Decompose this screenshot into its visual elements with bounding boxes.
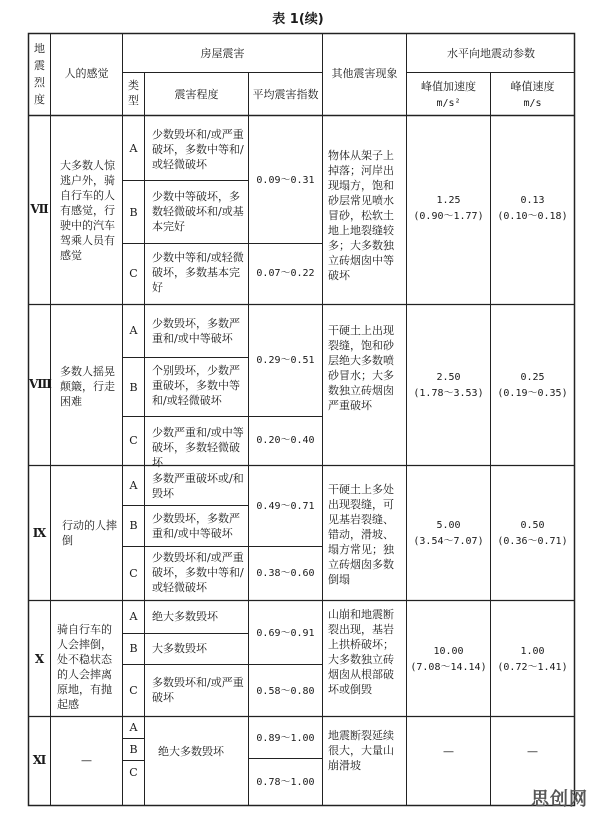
index-8-c: 0.20～0.40 bbox=[256, 435, 315, 446]
pga-9: 5.00 bbox=[436, 520, 461, 531]
pga-11: — bbox=[443, 745, 454, 758]
type-7-c: C bbox=[129, 267, 138, 280]
header-pgv-label: 峰值速度 bbox=[510, 80, 555, 93]
pgv-11: — bbox=[527, 745, 538, 758]
pga-8: 2.50 bbox=[436, 372, 461, 383]
degree-11: 绝大多数毁坏 bbox=[158, 745, 224, 758]
type-10-a: A bbox=[129, 610, 138, 623]
intensity-8: Ⅷ bbox=[29, 377, 52, 391]
index-11-c: 0.78～1.00 bbox=[256, 777, 315, 788]
type-10-c: C bbox=[129, 684, 138, 697]
degree-9-c: 少数毁坏和/或严重破坏，多数中等和/或轻微破坏 bbox=[152, 551, 244, 594]
type-11-c: C bbox=[129, 766, 138, 779]
header-intensity: 地震烈度 bbox=[34, 42, 45, 106]
header-pga-unit: m/s² bbox=[436, 98, 461, 109]
index-10-c: 0.58～0.80 bbox=[256, 686, 315, 697]
index-7-c: 0.07～0.22 bbox=[256, 268, 315, 279]
type-8-b: B bbox=[129, 381, 138, 394]
header-damage-degree: 震害程度 bbox=[174, 88, 219, 101]
type-11-a: A bbox=[129, 721, 138, 734]
header-other: 其他震害现象 bbox=[331, 67, 398, 80]
type-8-c: C bbox=[129, 434, 138, 447]
other-9: 干硬土上多处出现裂缝，可见基岩裂缝、错动，滑坡、塌方常见；独立砖烟囱多数倒塌 bbox=[328, 483, 394, 586]
pga-7: 1.25 bbox=[436, 195, 461, 206]
degree-8-b: 个别毁坏，少数严重破坏，多数中等和/或轻微破坏 bbox=[152, 364, 240, 407]
header-pgv-unit: m/s bbox=[523, 98, 542, 109]
pgv-10: 1.00 bbox=[520, 646, 545, 657]
pga-range-8: (1.78～3.53) bbox=[413, 388, 484, 399]
intensity-9: Ⅸ bbox=[32, 526, 47, 540]
feeling-11: — bbox=[81, 754, 92, 767]
index-11-ab: 0.89～1.00 bbox=[256, 733, 315, 744]
header-ground-motion: 水平向地震动参数 bbox=[447, 47, 535, 60]
degree-10-a: 绝大多数毁坏 bbox=[152, 610, 218, 623]
degree-7-b: 少数中等破坏，多数轻微破坏和/或基本完好 bbox=[152, 190, 244, 233]
type-9-a: A bbox=[129, 479, 138, 492]
degree-7-c: 少数中等和/或轻微破坏，多数基本完好 bbox=[152, 251, 244, 294]
type-7-b: B bbox=[129, 206, 138, 219]
pgv-range-10: (0.72～1.41) bbox=[497, 662, 568, 673]
pga-10: 10.00 bbox=[433, 646, 464, 657]
other-7: 物体从架子上掉落；河岸出现塌方，饱和砂层常见喷水冒砂，松软土地上地裂缝较多；大多数独立砖烟囱中等破坏 bbox=[328, 149, 394, 282]
watermark-logo: 思创网 bbox=[531, 789, 588, 810]
pga-range-10: (7.08～14.14) bbox=[410, 662, 487, 673]
degree-7-a: 少数毁坏和/或严重破坏，多数中等和/或轻微破坏 bbox=[152, 128, 244, 171]
degree-9-a: 多数严重破坏或/和毁坏 bbox=[152, 472, 244, 500]
intensity-11: Ⅺ bbox=[32, 753, 47, 767]
pgv-range-8: (0.19～0.35) bbox=[497, 388, 568, 399]
type-9-c: C bbox=[129, 567, 138, 580]
type-7-a: A bbox=[129, 142, 138, 155]
pgv-7: 0.13 bbox=[520, 195, 545, 206]
type-11-b: B bbox=[129, 743, 138, 756]
intensity-7: Ⅶ bbox=[30, 202, 49, 216]
pgv-8: 0.25 bbox=[520, 372, 545, 383]
type-10-b: B bbox=[129, 642, 138, 655]
intensity-10: Ⅹ bbox=[34, 652, 45, 666]
degree-10-b: 大多数毁坏 bbox=[152, 642, 207, 655]
index-10-ab: 0.69～0.91 bbox=[256, 628, 315, 639]
pgv-range-7: (0.10～0.18) bbox=[497, 211, 568, 222]
table-title: 表 1(续) bbox=[272, 12, 324, 27]
index-7-ab: 0.09～0.31 bbox=[256, 175, 315, 186]
header-pga-label: 峰值加速度 bbox=[421, 80, 476, 93]
index-9-c: 0.38～0.60 bbox=[256, 568, 315, 579]
index-9-ab: 0.49～0.71 bbox=[256, 501, 315, 512]
pgv-range-9: (0.36～0.71) bbox=[497, 536, 568, 547]
other-11: 地震断裂延续很大，大量山崩滑坡 bbox=[328, 729, 394, 772]
other-10: 山崩和地震断裂出现，基岩上拱桥破坏；大多数独立砖烟囱从根部破坏或倒毁 bbox=[328, 608, 394, 696]
feeling-9: 行动的人摔倒 bbox=[62, 519, 117, 547]
header-feeling: 人的感觉 bbox=[64, 67, 109, 80]
other-8: 干硬土上出现裂缝，饱和砂层绝大多数喷砂冒水；大多数独立砖烟囱严重破坏 bbox=[328, 324, 394, 412]
type-9-b: B bbox=[129, 519, 138, 532]
type-8-a: A bbox=[129, 324, 138, 337]
degree-9-b: 少数毁坏，多数严重和/或中等破坏 bbox=[152, 512, 240, 540]
header-house-damage: 房屋震害 bbox=[200, 47, 245, 60]
feeling-8: 多数人摇晃颠簸，行走困难 bbox=[60, 365, 115, 408]
degree-10-c: 多数毁坏和/或严重破坏 bbox=[152, 676, 244, 704]
header-type: 类型 bbox=[128, 79, 139, 107]
pga-range-7: (0.90～1.77) bbox=[413, 211, 484, 222]
feeling-10: 骑自行车的人会摔倒，处不稳状态的人会摔离原地，有抛起感 bbox=[57, 623, 112, 711]
header-avg-index: 平均震害指数 bbox=[252, 88, 319, 101]
pga-range-9: (3.54～7.07) bbox=[413, 536, 484, 547]
feeling-7: 大多数人惊逃户外，骑自行车的人有感觉，行驶中的汽车驾乘人员有感觉 bbox=[60, 159, 115, 262]
degree-8-c: 少数严重和/或中等破坏，多数轻微破坏 bbox=[152, 426, 244, 469]
degree-8-a: 少数毁坏，多数严重和/或中等破坏 bbox=[152, 317, 240, 345]
pgv-9: 0.50 bbox=[520, 520, 545, 531]
index-8-ab: 0.29～0.51 bbox=[256, 355, 315, 366]
